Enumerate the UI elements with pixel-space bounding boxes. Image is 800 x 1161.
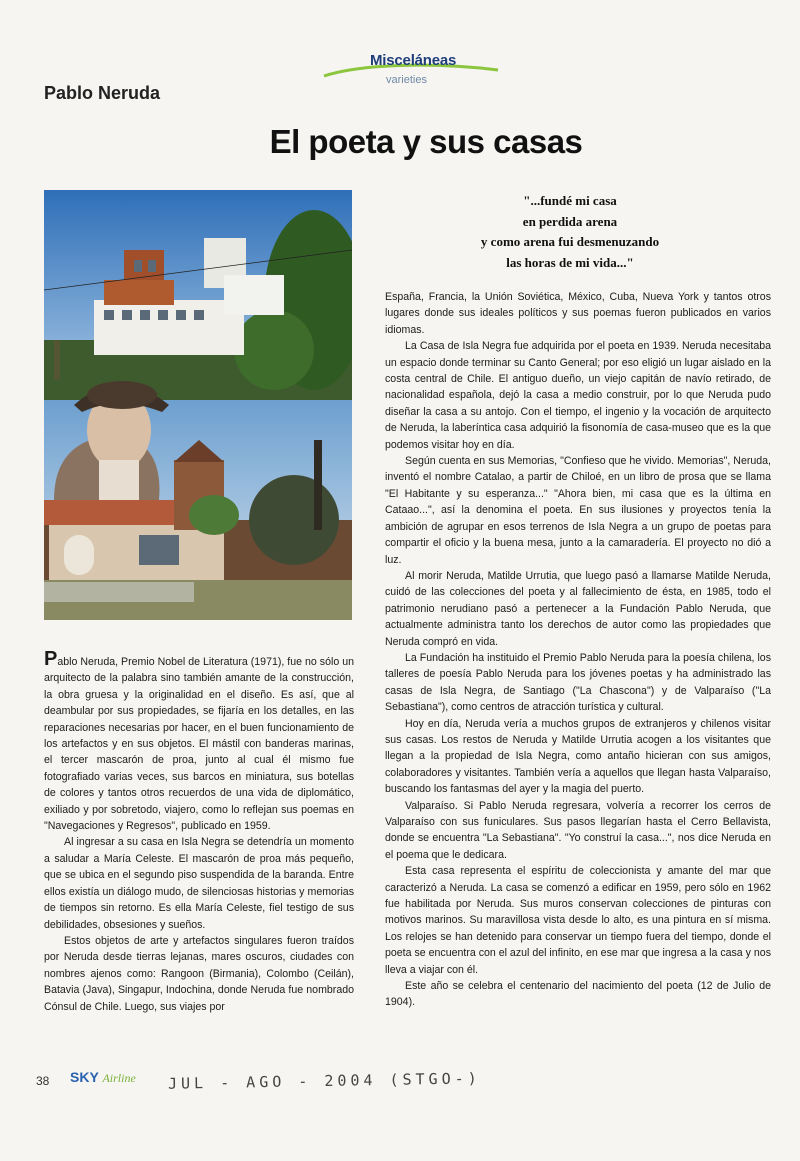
- quote-line: en perdida arena: [522, 213, 618, 229]
- paragraph: Al morir Neruda, Matilde Urrutia, que luego pasó a llamarse Matilde Neruda, cuidó de las colecciones del poeta y al fallecimiento de ésta, en 1985, todo el patrimonio nerudiano pasó a pertenecer a la Fundación Pablo Neruda, que actualmente administra tanto los derechos de autor como las propiedades que Neruda compró en vida.: [385, 569, 771, 648]
- paragraph: Hoy en día, Neruda vería a muchos grupos de extranjeros y chilenos visitar sus casas. Los restos de Neruda y Matilde Urrutia acogen a los visitantes que llegan a la propiedad de Isla Negra, como antaño hicieran con sus amigos, colaboradores y visitantes. También vería a aquellos que llegan hasta Valparaíso, buscando los fantasmas del ayer y la magia del puerto.: [385, 717, 771, 796]
- paragraph: Estos objetos de arte y artefactos singulares fueron traídos por Neruda desde tierras lejanas, mares oscuros, ciudades con nombres ajenos como: Rangoon (Birmania), Colombo (Ceilán), Batavia (Java), Singapur, Indochina, donde Neruda fue nombrado Cónsul de Chile. Luego, sus viajes por: [44, 934, 354, 1013]
- paragraph: La Casa de Isla Negra fue adquirida por el poeta en 1939. Neruda necesitaba un espacio donde terminar su Canto General; por eso eligió un lugar aislado en la costa central de Chile. El antiguo dueño, un viejo capitán de navío retirado, de nacionalidad española, dejó la casa a medio construir, por lo que Neruda pudo diseñar la casa a su antojo. Con el tiempo, el ingenio y la vocación de arquitecto de Neruda, la laberíntica casa adquirió la fisonomía de casa-museo que es la que podemos visitar hoy en día.: [385, 340, 771, 451]
- handwritten-note: JUL - AGO - 2004 (STGO-): [167, 1069, 481, 1093]
- paragraph: [44, 651, 354, 834]
- logo-main: SKY: [70, 1069, 99, 1085]
- paragraph: Este año se celebra el centenario del nacimiento del poeta (12 de Julio de 1904).: [385, 980, 771, 1009]
- left-text-column: [44, 651, 354, 1061]
- airline-logo: [70, 1069, 136, 1086]
- paragraph: Al ingresar a su casa en Isla Negra se detendría un momento a saludar a María Celeste. El mascarón de proa más pequeño, que se ubica en el segundo piso suspendida de la baranda. Entre ellos existía un diálogo mudo, de silenciosas historias y memorias de tiempos sin retorno. Es ella María Celeste, fiel testigo de sus debilidades, obsesiones y sueños.: [44, 836, 354, 931]
- paragraph-text: ablo Neruda, Premio Nobel de Literatura (1971), fue no sólo un arquitecto de la palabra sino también amante de la construcción, la obra gruesa y la originalidad en el diseño. Es así, que al deambular por sus propiedades, se fijaría en los detalles, en las reparaciones necesarias por hacer, en el buen funcionamiento de los artefactos y en sus objetos. El mástil con banderas marinas, el tercer mascarón de proa, junto al cual él mismo fue fotografiado varias veces, sus barcos en miniatura, sus botellas de colores y tantos otros recuerdos de una vida de diplomático, exiliado y por sobretodo, viajero, como lo reflejan sus poemas en "Navegaciones y Regresos", publicado en 1959.: [44, 656, 354, 833]
- right-text-column: [385, 289, 771, 1064]
- section-subtitle: varieties: [386, 74, 427, 86]
- quote-line: "...fundé mi casa: [523, 193, 617, 208]
- drop-cap: P: [44, 651, 58, 670]
- section-title: Misceláneas: [370, 52, 457, 69]
- page-number: 38: [36, 1074, 50, 1088]
- house-photo: [44, 190, 352, 620]
- author-name: Pablo Neruda: [44, 83, 161, 103]
- pull-quote: [440, 191, 700, 273]
- paragraph: España, Francia, la Unión Soviética, México, Cuba, Nueva York y tantos otros lugares donde sus ideales políticos y sus poemas fueron publicados en varios idiomas.: [385, 291, 771, 336]
- article-title: El poeta y sus casas: [269, 123, 583, 160]
- paragraph: Valparaíso. Si Pablo Neruda regresara, volvería a recorrer los cerros de Valparaíso con sus funiculares. Sus pasos llegarían hasta el Cerro Bellavista, donde se encuentra "La Sebastiana". "Yo construí la casa...", nos dice Neruda en el poema que le dedicara.: [385, 799, 771, 861]
- paragraph: Según cuenta en sus Memorias, "Confieso que he vivido. Memorias", Neruda, inventó el nombre Catalao, a partir de Chiloé, en un libro de prosa que se llama "El Habitante y su esperanza..." "Ahora bien, mi casa que es la última en Cataao...", así la denomina el poeta. En sus ilusiones y proyectos tenía la ambición de agrupar en esos terrenos de Isla Negra a un grupo de poetas para compartir el oficio y la buena mesa, junto a la camaradería. El proyecto no dió a luz.: [385, 455, 771, 566]
- quote-line: las horas de mi vida...": [506, 254, 634, 270]
- house-photo-icon: [44, 190, 352, 620]
- logo-sub: Airline: [102, 1071, 136, 1085]
- paragraph: La Fundación ha instituido el Premio Pablo Neruda para la poesía chilena, los talleres de poesía Pablo Neruda para los jóvenes poetas y ha administrado las casas de Isla Negra, de Santiago ("La Chascona") y de Valparaíso ("La Sebastiana"), como centros de atracción turística y cultural.: [385, 651, 771, 714]
- section-branding: [322, 50, 502, 94]
- paragraph: Esta casa representa el espíritu de coleccionista y amante del mar que caracterizó a Neruda. La casa se comenzó a edificar en 1959, pero sólo en 1962 fue habilitada por Neruda. Sus muros conservan colecciones de pinturas con motivos marinos. Su maravillosa vista desde lo alto, es una pintura en sí misma. Los relojes se han detenido para conservar un tiempo fuera del tiempo, donde el poeta se encuentra con el azul del infinito, en ese mar que ingresa a la casa y nos lleva a viajar con él.: [385, 865, 771, 976]
- quote-line: y como arena fui desmenuzando: [480, 234, 660, 249]
